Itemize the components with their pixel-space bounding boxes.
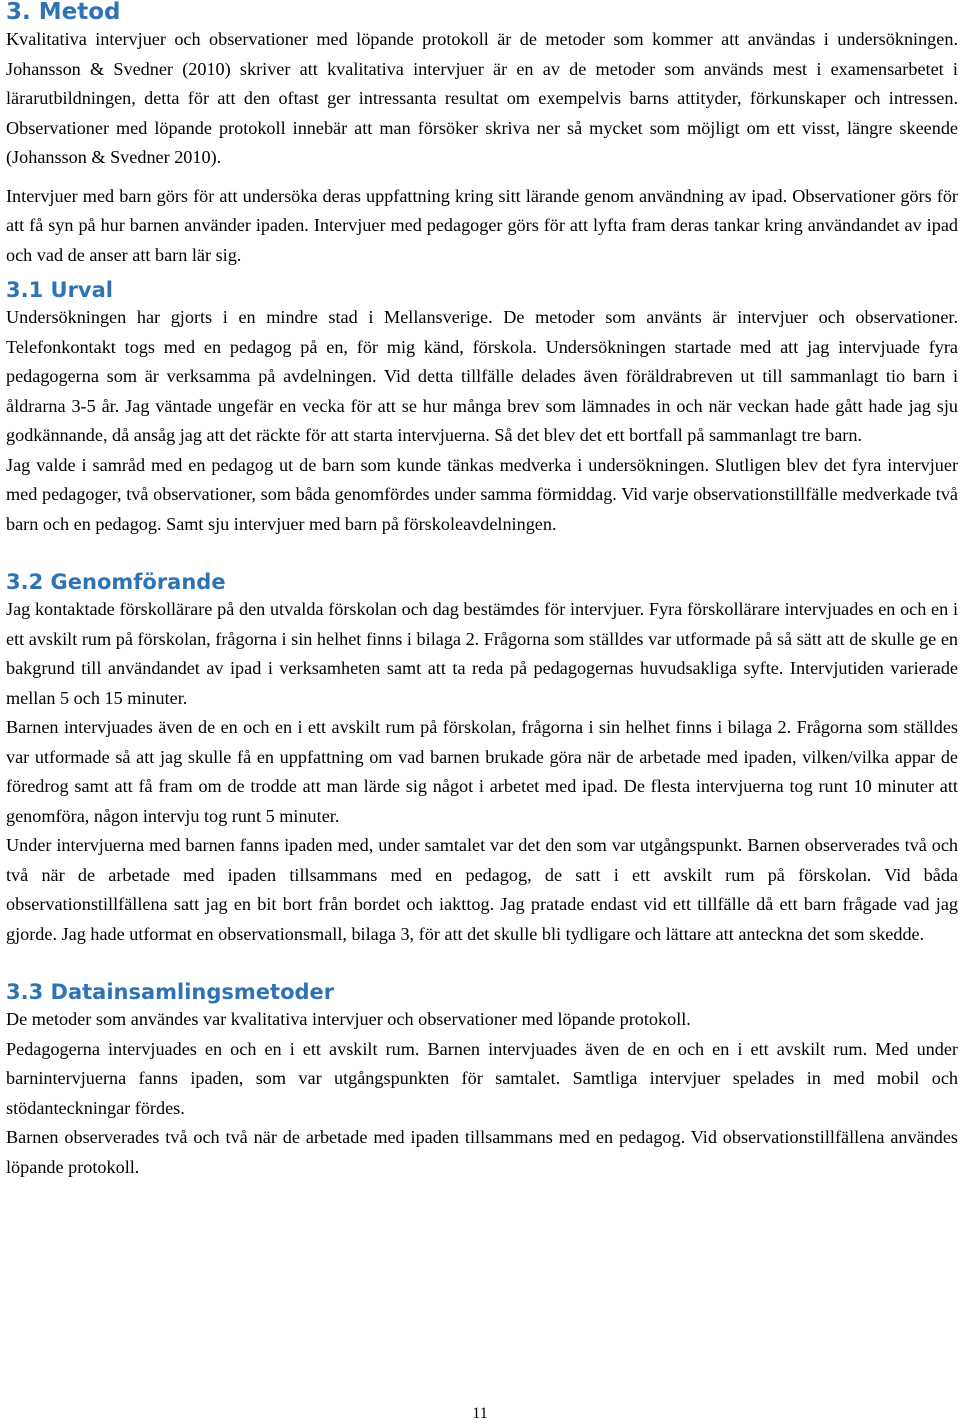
- paragraph-metod-intro: Kvalitativa intervjuer och observationer med löpande protokoll är de metoder som kommer att användas i undersökningen. Johansson & Svedner (2010) skriver att kvalitativa intervjuer är en av de metoder som används mest i examensarbetet i lärarutbildningen, detta för att den oftast ger intressanta resultat om exempelvis barns attityder, förkunskaper och intressen. Observationer med löpande protokoll innebär att man försöker skriva ner så mycket som möjligt om ett visst, längre skeende (Johansson & Svedner 2010).: [6, 29, 958, 167]
- subsection-heading-genomforande: 3.2 Genomförande: [6, 570, 226, 594]
- subsection-heading-datainsamlingsmetoder: 3.3 Datainsamlingsmetoder: [6, 980, 335, 1004]
- paragraph-datainsamling-3: Barnen observerades två och två när de arbetade med ipaden tillsammans med en pedagog. Vid observationstillfällena användes löpande protokoll.: [6, 1127, 958, 1177]
- section-heading-metod: 3. Metod: [6, 0, 121, 25]
- paragraph-datainsamling-1: De metoder som användes var kvalitativa intervjuer och observationer med löpande protokoll.: [6, 1009, 691, 1029]
- paragraph-genomforande-3: Under intervjuerna med barnen fanns ipaden med, under samtalet var det den som var utgångspunkt. Barnen observerades två och två när de arbetade med ipaden tillsammans med en pedagog, de satt i ett avskilt rum på förskolan. Vid båda observationstillfällena satt jag en bit bort från bordet och iakttog. Jag pratade endast vid ett tillfälle då ett barn frågade vad jag gjorde. Jag hade utformat en observationsmall, bilaga 3, för att det skulle bli tydligare och lättare att anteckna det som skedde.: [6, 835, 958, 944]
- paragraph-genomforande-2: Barnen intervjuades även de en och en i ett avskilt rum på förskolan, frågorna i sin helhet finns i bilaga 2. Frågorna som ställdes var utformade så att jag skulle få en uppfattning om vad barnen brukade göra när de arbetade med ipaden, vilken/vilka appar de föredrog samt att få fram om de trodde att man lärde sig något i arbetet med ipad. De flesta intervjuerna tog runt 10 minuter att genomföra, någon intervju tog runt 5 minuter.: [6, 717, 958, 826]
- paragraph-urval-2: Jag valde i samråd med en pedagog ut de barn som kunde tänkas medverka i undersökningen. Slutligen blev det fyra intervjuer med pedagoger, två observationer, som båda genomfördes under samma förmiddag. Vid varje observationstillfälle medverkade två barn och en pedagog. Samt sju intervjuer med barn på förskoleavdelningen.: [6, 454, 958, 534]
- paragraph-urval-1: Undersökningen har gjorts i en mindre stad i Mellansverige. De metoder som använts är intervjuer och observationer. Telefonkontakt togs med en pedagog på en, för mig känd, förskola. Undersökningen startade med att jag intervjuade fyra pedagogerna som är verksamma på avdelningen. Vid detta tillfälle delades även föräldrabreven ut till sammanlagt tio barn i åldrarna 3-5 år. Jag väntade ungefär en vecka för att se hur många brev som lämnades in och när veckan hade gått hade jag sju godkännande, då ansåg jag att det räckte för att starta intervjuerna. Så det blev det ett bortfall på sammanlagt tre barn.: [6, 307, 958, 445]
- paragraph-datainsamling-2: Pedagogerna intervjuades en och en i ett avskilt rum. Barnen intervjuades även de en och en i ett avskilt rum. Med under barnintervjuerna fanns ipaden, som var utgångspunkten för samtalet. Samtliga intervjuer spelades in med mobil och stödanteckningar fördes.: [6, 1038, 958, 1118]
- paragraph-metod-purpose: Intervjuer med barn görs för att undersöka deras uppfattning kring sitt lärande genom användning av ipad. Observationer görs för att få syn på hur barnen använder ipaden. Intervjuer med pedagoger görs för att lyfta fram deras tankar kring användandet av ipad och vad de anser att barn lär sig.: [6, 185, 958, 265]
- document-page: [6, 0, 958, 1182]
- page-number: 11: [472, 1405, 488, 1422]
- subsection-heading-urval: 3.1 Urval: [6, 278, 113, 302]
- paragraph-genomforande-1: Jag kontaktade förskollärare på den utvalda förskolan och dag bestämdes för intervjuer. Fyra förskollärare intervjuades en och en i ett avskilt rum på förskolan, frågorna i sin helhet finns i bilaga 2. Frågorna som ställdes var utformade på så sätt att de skulle ge en bakgrund till användandet av ipad i verksamheten samt att ta reda på pedagogernas huvudsakliga syfte. Intervjutiden varierade mellan 5 och 15 minuter.: [6, 599, 958, 708]
